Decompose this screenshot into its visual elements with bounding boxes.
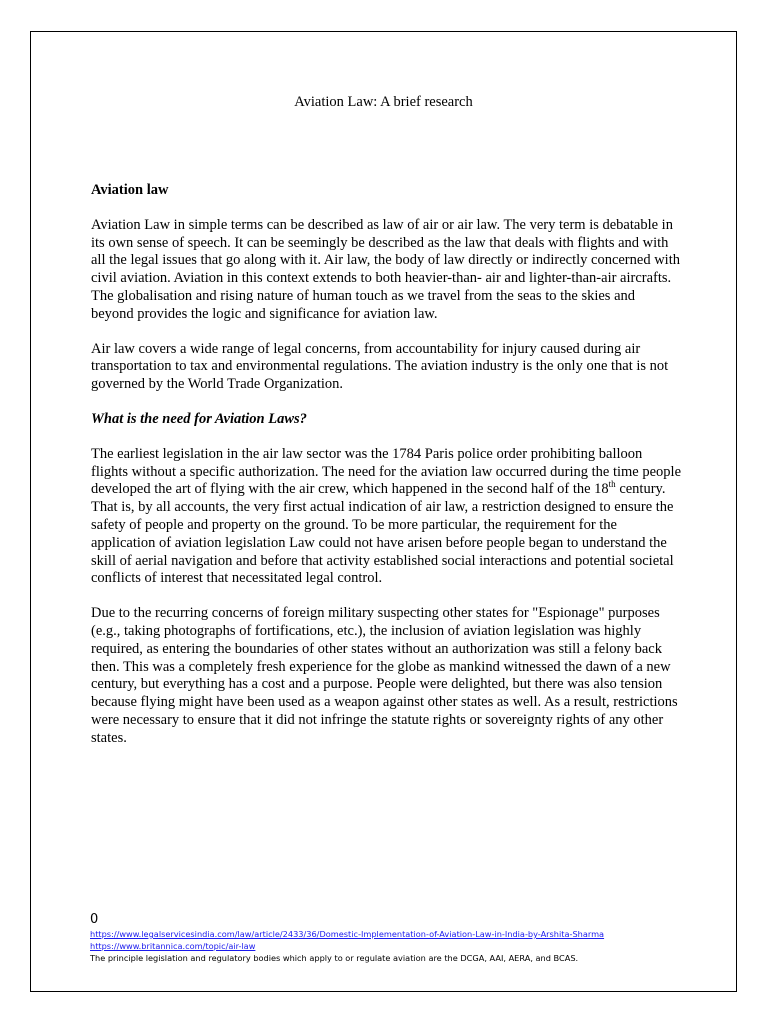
- paragraph-history: [91, 446, 681, 588]
- footnotes-section: [90, 928, 730, 964]
- paragraph-history-part1: The earliest legislation in the air law sector was the 1784 Paris police order prohibiting balloon flights without a specific authorization. The need for the aviation law occurred during the time people developed the art of flying with the air crew, which happened in the second half of the 18: [91, 445, 682, 498]
- document-page: [30, 31, 737, 992]
- document-body: [91, 182, 681, 748]
- section-heading: Aviation law: [91, 182, 169, 198]
- footnote-link-britannica[interactable]: https://www.britannica.com/topic/air-law: [90, 941, 256, 951]
- footnote-note: The principle legislation and regulatory bodies which apply to or regulate aviation are the DCGA, AAI, AERA, and BCAS.: [90, 953, 579, 963]
- question-heading: What is the need for Aviation Laws?: [91, 410, 307, 427]
- paragraph-definition: Aviation Law in simple terms can be described as law of air or air law. The very term is debatable in its own sense of speech. It can be seemingly be described as the law that deals with flights and with all the legal issues that go along with it. Air law, the body of law directly or indirectly concerned with civil aviation. Aviation in this context extends to both heavier-than- air and lighter-than-air aircrafts. The globalisation and rising nature of human touch as we travel from the seas to the skies and beyond provides the logic and significance for aviation law.: [91, 216, 680, 322]
- footnote-link-legalservicesindia[interactable]: https://www.legalservicesindia.com/law/article/2433/36/Domestic-Implementation-of-Aviation-Law-in-India-by-Arshita-Sharma: [90, 929, 605, 939]
- paragraph-scope: Air law covers a wide range of legal concerns, from accountability for injury caused during air transportation to tax and environmental regulations. The aviation industry is the only one that is not governed by the World Trade Organization.: [91, 340, 669, 393]
- footnote-marker: 0: [90, 912, 99, 927]
- ordinal-superscript: th: [608, 479, 616, 490]
- paragraph-history-part2: century. That is, by all accounts, the very first actual indication of air law, a restriction designed to ensure the safety of people and property on the ground. To be more particular, the requirement for the application of aviation legislation Law could not have arisen before people began to understand the skill of aerial navigation and before that activity established social interactions and potential societal conflicts of interest that necessitated legal control.: [91, 481, 674, 587]
- paragraph-espionage: Due to the recurring concerns of foreign military suspecting other states for "Espionage" purposes (e.g., taking photographs of fortifications, etc.), the inclusion of aviation legislation was highly required, as entering the boundaries of other states without an authorization was still a felony back then. This was a completely fresh experience for the globe as mankind witnessed the dawn of a new century, but everything has a cost and a purpose. People were delighted, but there was also tension because flying might have been used as a weapon against other states as well. As a result, restrictions were necessary to ensure that it did not infringe the statute rights or sovereignty rights of any other states.: [91, 605, 678, 746]
- document-title: Aviation Law: A brief research: [294, 94, 473, 110]
